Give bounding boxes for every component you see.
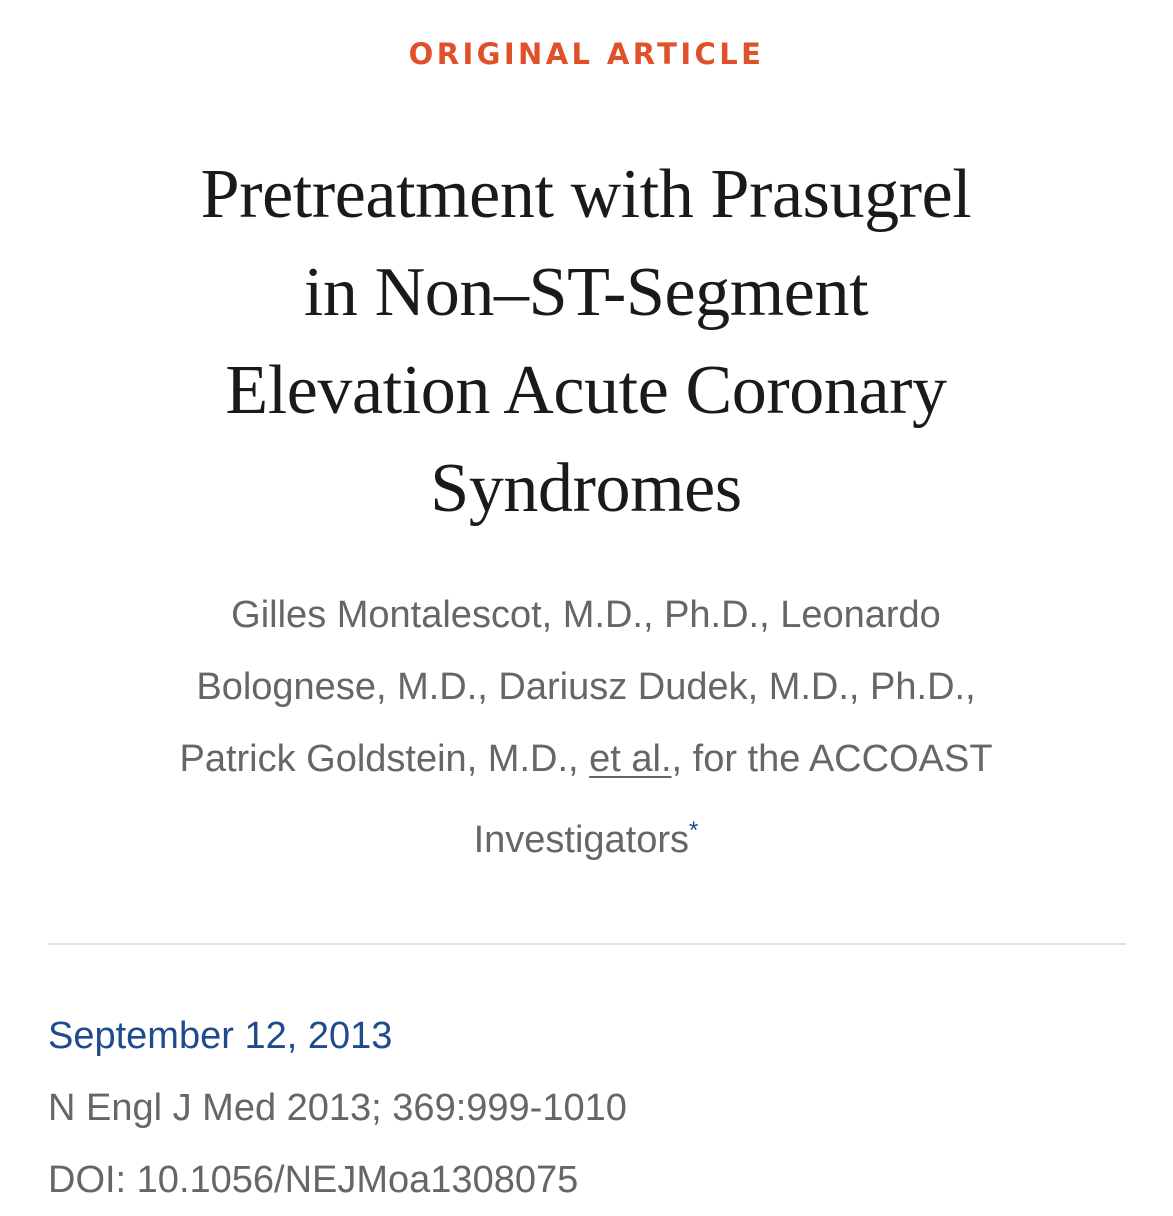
title-line: Syndromes <box>430 450 742 527</box>
doi: DOI: 10.1056/NEJMoa1308075 <box>48 1159 579 1201</box>
et-al-link[interactable]: et al. <box>589 738 672 780</box>
footnote-asterisk-link[interactable]: * <box>689 817 699 844</box>
author-line: Gilles Montalescot, M.D., Ph.D., Leonardo <box>231 594 941 636</box>
author-text: Patrick Goldstein, M.D., <box>179 738 590 780</box>
article-title <box>86 146 1086 538</box>
title-line: in Non–ST-Segment <box>303 254 869 331</box>
journal-citation: N Engl J Med 2013; 369:999-1010 <box>48 1087 627 1129</box>
publication-date: September 12, 2013 <box>48 1015 393 1057</box>
investigators-text: Investigators <box>473 819 690 861</box>
publication-meta <box>48 1000 627 1216</box>
title-line: Pretreatment with Prasugrel <box>200 156 972 233</box>
author-text: , for the ACCOAST <box>671 738 993 780</box>
author-list <box>86 579 1086 876</box>
title-line: Elevation Acute Coronary <box>225 352 947 429</box>
section-divider <box>48 943 1126 945</box>
author-line <box>86 795 1086 876</box>
author-line: Bolognese, M.D., Dariusz Dudek, M.D., Ph.D., <box>196 666 976 708</box>
article-type-label: ORIGINAL ARTICLE <box>408 37 765 71</box>
author-line <box>86 723 1086 795</box>
